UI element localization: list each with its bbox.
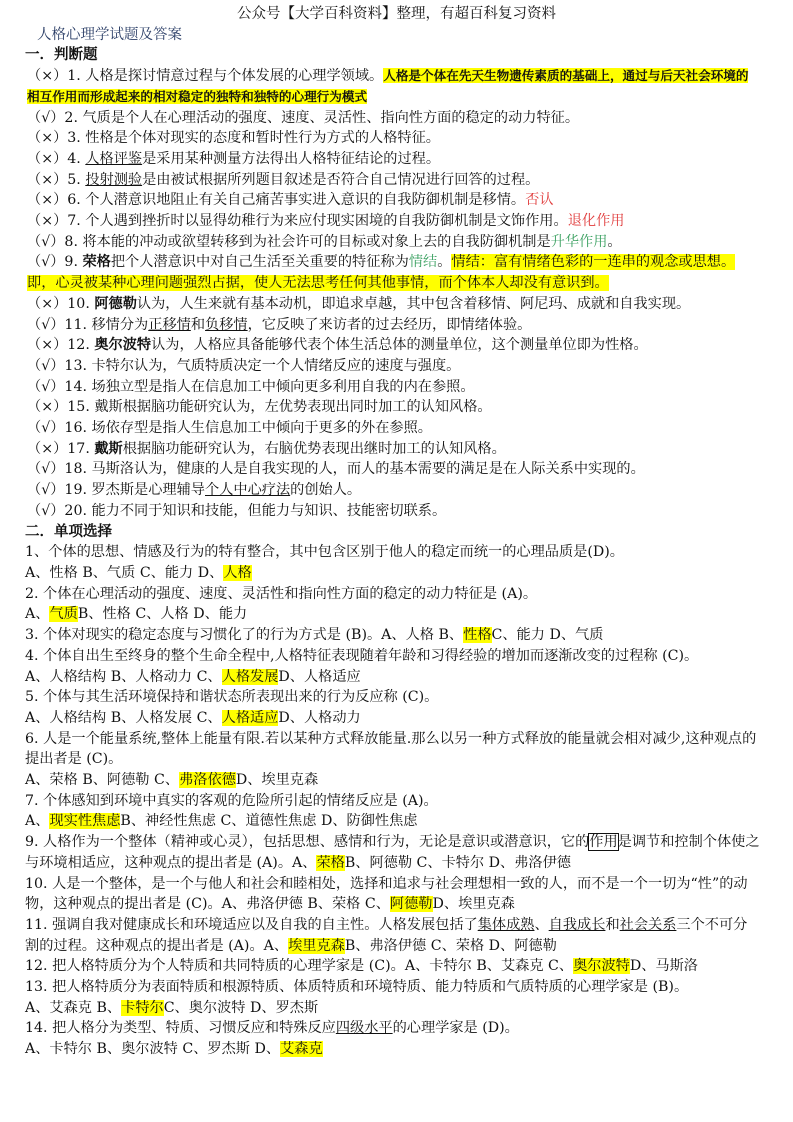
item-text: D、人格动力	[278, 709, 361, 726]
item-text: B、弗洛伊德 C、荣格 D、阿德勒	[344, 937, 557, 954]
bold-name: 荣格	[82, 254, 111, 271]
item-text: 11. 强调自我对健康成长和环境适应以及自我的自主性。人格发展包括了	[25, 916, 478, 933]
true-false-item	[25, 480, 760, 501]
true-false-item	[25, 377, 760, 398]
item-text: D、人格适应	[278, 668, 361, 685]
item-text: 4. 个体自出生至终身的整个生命全程中,人格特征表现随着年龄和习得经验的增加而逐渐改变的过程称 (C)。	[25, 647, 699, 664]
multiple-choice-line	[25, 729, 760, 770]
item-text: 认为，人生来就有基本动机，即追求卓越，其中包含着移情、阿尼玛、成就和自我实现。	[136, 295, 691, 312]
true-false-item	[25, 170, 760, 191]
multiple-choice-line	[25, 646, 760, 667]
true-false-item	[25, 211, 760, 232]
true-false-item	[25, 315, 760, 336]
bold-name: 阿德勒	[94, 295, 137, 312]
item-text: （√）16. 场依存型是指人生信息加工中倾向于更多的外在参照。	[27, 420, 432, 437]
true-false-item	[25, 439, 760, 460]
true-false-item	[25, 232, 760, 253]
item-text: （√）13. 卡特尔认为，气质特质决定一个人情绪反应的速度与强度。	[27, 357, 461, 374]
underlined-term: 正移情	[148, 316, 191, 333]
highlighted-answer: 弗洛依德	[179, 772, 236, 789]
document-title: 人格心理学试题及答案	[37, 26, 182, 43]
item-text: 三个不可分割的过程。这种观点的提出者是 (A)。A、	[25, 916, 748, 954]
multiple-choice-line	[25, 956, 760, 977]
highlighted-answer: 现实性焦虑	[49, 813, 121, 830]
item-text: 13. 把人格特质分为表面特质和根源特质、体质特质和环境特质、能力特质和气质特质的心理学家是 (B)。	[25, 979, 689, 996]
page-header: 公众号【大学百科资料】整理，有超百科复习资料	[237, 6, 556, 22]
item-text: A、	[25, 606, 50, 623]
true-false-item	[25, 128, 760, 149]
item-text: 9. 人格作为一个整体（精神或心灵），包括思想、感情和行为，无论是意识或潜意识，它的	[25, 834, 590, 851]
item-text: D、马斯洛	[629, 958, 698, 975]
true-false-item	[25, 294, 760, 315]
item-text: 和	[190, 316, 206, 333]
underlined-term: 投射测验	[85, 171, 143, 188]
item-text: （×）4.	[27, 150, 86, 167]
section-heading: 二．单项选择	[25, 522, 112, 540]
item-text: C、奥尔波特 D、罗杰斯	[163, 999, 319, 1016]
item-text: （×）3. 性格是个体对现实的态度和暂时性行为方式的人格特征。	[27, 130, 440, 147]
item-text: A、卡特尔 B、奥尔波特 C、罗杰斯 D、	[25, 1041, 281, 1058]
item-text: B、神经性焦虑 C、道德性焦虑 D、防御性焦虑	[120, 813, 418, 830]
bold-name: 奥尔波特	[94, 337, 152, 354]
item-text: 3. 个体对现实的稳定态度与习惯化了的行为方式是 (B)。A、人格 B、	[25, 627, 464, 644]
item-text: D、埃里克森	[432, 896, 515, 913]
item-text: A、荣格 B、阿德勒 C、	[25, 772, 180, 789]
multiple-choice-line	[25, 874, 760, 915]
answer-term: 情结	[408, 254, 438, 271]
true-false-item	[25, 149, 760, 170]
item-text: A、性格 B、气质 C、能力 D、	[25, 564, 224, 581]
highlighted-answer: 艾森克	[280, 1041, 323, 1058]
item-text: A、人格结构 B、人格发展 C、	[25, 709, 222, 726]
multiple-choice-line	[25, 770, 760, 791]
item-text: A、	[25, 813, 50, 830]
item-text: 把个人潜意识中对自己生活至关重要的特征称为	[110, 254, 409, 271]
item-text: （√）19. 罗杰斯是心理辅导	[27, 482, 205, 499]
item-text: 根据脑功能研究认为，右脑优势表现出继时加工的认知风格。	[122, 440, 506, 457]
highlighted-answer: 荣格	[316, 854, 345, 871]
multiple-choice-line	[25, 915, 760, 956]
multiple-choice-line	[25, 791, 760, 812]
item-text: （√）11. 移情分为	[27, 316, 149, 333]
item-text: （×）10.	[27, 295, 95, 312]
highlighted-answer: 人格适应	[221, 709, 279, 726]
multiple-choice-line	[25, 604, 760, 625]
multiple-choice-line	[25, 563, 760, 584]
true-false-item	[25, 418, 760, 439]
highlighted-answer: 阿德勒	[389, 896, 433, 913]
correction-text: 否认	[525, 192, 554, 209]
highlighted-answer: 气质	[49, 606, 78, 623]
item-text: （×）7. 个人遇到挫折时以显得幼稚行为来应付现实困境的自我防御机制是文饰作用。	[27, 213, 568, 230]
item-text: 7. 个体感知到环境中真实的客观的危险所引起的情绪反应是 (A)。	[25, 792, 438, 809]
item-text: B、阿德勒 C、卡特尔 D、弗洛伊德	[344, 854, 571, 871]
item-text: （√）18. 马斯洛认为，健康的人是自我实现的人，而人的基本需要的满足是在人际关系中实现的。	[27, 461, 645, 478]
item-text: C、能力 D、气质	[491, 627, 604, 644]
item-text: 认为，人格应具备能够代表个体生活总体的测量单位，这个测量单位即为性格。	[151, 337, 648, 354]
bold-name: 戴斯	[94, 440, 123, 457]
item-text: 。	[437, 254, 452, 271]
highlighted-answer: 人格	[223, 564, 252, 581]
item-text: 是由被试根据所列题目叙述是否符合自己情况进行回答的过程。	[142, 171, 540, 188]
section-heading: 一．判断题	[25, 46, 98, 64]
item-text: D、埃里克森	[235, 772, 319, 789]
item-text: （×）15. 戴斯根据脑功能研究认为，左优势表现出同时加工的认知风格。	[27, 399, 492, 416]
true-false-item	[25, 501, 760, 522]
item-text: A、艾森克 B、	[25, 999, 122, 1016]
document-body	[25, 45, 760, 1059]
multiple-choice-line	[25, 667, 760, 688]
underlined-term: 负移情	[205, 316, 248, 333]
multiple-choice-line	[25, 708, 760, 729]
highlighted-answer: 性格	[463, 627, 492, 644]
true-false-item	[25, 190, 760, 211]
item-text: 5. 个体与其生活环境保持和谐状态所表现出来的行为反应称 (C)。	[25, 689, 439, 706]
item-text: （×）6. 个人潜意识地阻止有关自己痛苦事实进入意识的自我防御机制是移情。	[27, 192, 526, 209]
item-text: （√）8. 将本能的冲动或欲望转移到为社会许可的目标或对象上去的自我防御机制是	[27, 233, 551, 250]
highlighted-answer: 情结：富有情绪色彩的一连串的观念或思想。即，心灵被某种心理问题强烈占据，使人无法思考任何其他事情，而个体本人却没有意识到。	[27, 254, 736, 292]
multiple-choice-line	[25, 811, 760, 832]
multiple-choice-line	[25, 977, 760, 998]
item-text: 12. 把人格特质分为个人特质和共同特质的心理学家是 (C)。A、卡特尔 B、艾森克 C、	[25, 958, 574, 975]
item-text: （×）1. 人格是探讨情意过程与个体发展的心理学领域。	[27, 68, 384, 85]
item-text: 10. 人是一个整体，是一个与他人和社会和睦相处，选择和追求与社会理想相一致的人，而不是一个一切为“性”的动物，这种观点的提出者是 (C)。A、弗洛伊德 B、荣格 C、	[25, 875, 748, 913]
true-false-item	[25, 252, 760, 293]
item-text: （√）2. 气质是个人在心理活动的强度、速度、灵活性、指向性方面的稳定的动力特征。	[27, 109, 580, 126]
item-text: （×）12.	[27, 337, 95, 354]
true-false-item	[25, 66, 760, 107]
underlined-term: 集体成熟	[477, 916, 535, 933]
highlighted-answer: 人格发展	[221, 668, 279, 685]
answer-term: 升华作用	[550, 233, 608, 250]
item-text: 是调节和控制个体使之与环境相适应，这种观点的提出者是 (A)。A、	[25, 834, 760, 871]
item-text: B、性格 C、人格 D、能力	[77, 606, 248, 623]
multiple-choice-line	[25, 542, 760, 563]
item-text: （√）14. 场独立型是指人在信息加工中倾向更多利用自我的内在参照。	[27, 378, 475, 395]
underlined-term: 个人中心疗法	[205, 482, 291, 499]
item-text: （×）17.	[27, 440, 95, 457]
true-false-item	[25, 397, 760, 418]
item-text: A、人格结构 B、人格动力 C、	[25, 668, 222, 685]
true-false-item	[25, 108, 760, 129]
item-text: 6. 人是一个能量系统,整体上能量有限.若以某种方式释放能量.那么以另一种方式释放的能量就会相对减少,这种观点的提出者是 (C)。	[25, 730, 757, 768]
true-false-item	[25, 335, 760, 356]
item-text: ，它反映了来访者的过去经历，即情绪体验。	[247, 316, 532, 333]
boxed-term: 作用	[589, 834, 618, 851]
item-text: （√）20. 能力不同于知识和技能，但能力与知识、技能密切联系。	[27, 502, 447, 519]
underlined-term: 四级水平	[335, 1020, 393, 1037]
item-text: 2. 个体在心理活动的强度、速度、灵活性和指向性方面的稳定的动力特征是 (A)。	[25, 585, 538, 602]
multiple-choice-line	[25, 1018, 760, 1039]
correction-text: 退化作用	[567, 213, 625, 230]
underlined-term: 自我成长	[548, 916, 606, 933]
item-text: （×）5.	[27, 171, 86, 188]
item-text: 的心理学家是 (D)。	[392, 1020, 519, 1037]
underlined-term: 社会关系	[619, 916, 677, 933]
underlined-term: 人格评鉴	[85, 150, 143, 167]
multiple-choice-line	[25, 832, 760, 873]
multiple-choice-line	[25, 687, 760, 708]
item-text: 、	[534, 916, 549, 933]
item-text: 和	[605, 916, 620, 933]
item-text: 是采用某种测量方法得出人格特征结论的过程。	[142, 150, 441, 167]
highlighted-answer: 奥尔波特	[573, 958, 630, 975]
item-text: 。	[607, 233, 622, 250]
multiple-choice-line	[25, 998, 760, 1019]
multiple-choice-line	[25, 625, 760, 646]
true-false-item	[25, 459, 760, 480]
item-text: 1、个体的思想、情感及行为的特有整合，其中包含区别于他人的稳定而统一的心理品质是(D)。	[25, 544, 624, 561]
highlighted-note: 人格是个体在先天生物遗传素质的基础上，通过与后天社会环境的相互作用而形成起来的相对稳定的独特和独特的心理行为模式	[27, 68, 749, 104]
highlighted-answer: 卡特尔	[121, 999, 164, 1016]
true-false-item	[25, 356, 760, 377]
item-text: （√）9.	[27, 254, 83, 271]
highlighted-answer: 埃里克森	[288, 937, 345, 954]
multiple-choice-line	[25, 1039, 760, 1060]
item-text: 的创始人。	[290, 482, 362, 499]
item-text: 14. 把人格分为类型、特质、习惯反应和特殊反应	[25, 1020, 336, 1037]
multiple-choice-line	[25, 584, 760, 605]
